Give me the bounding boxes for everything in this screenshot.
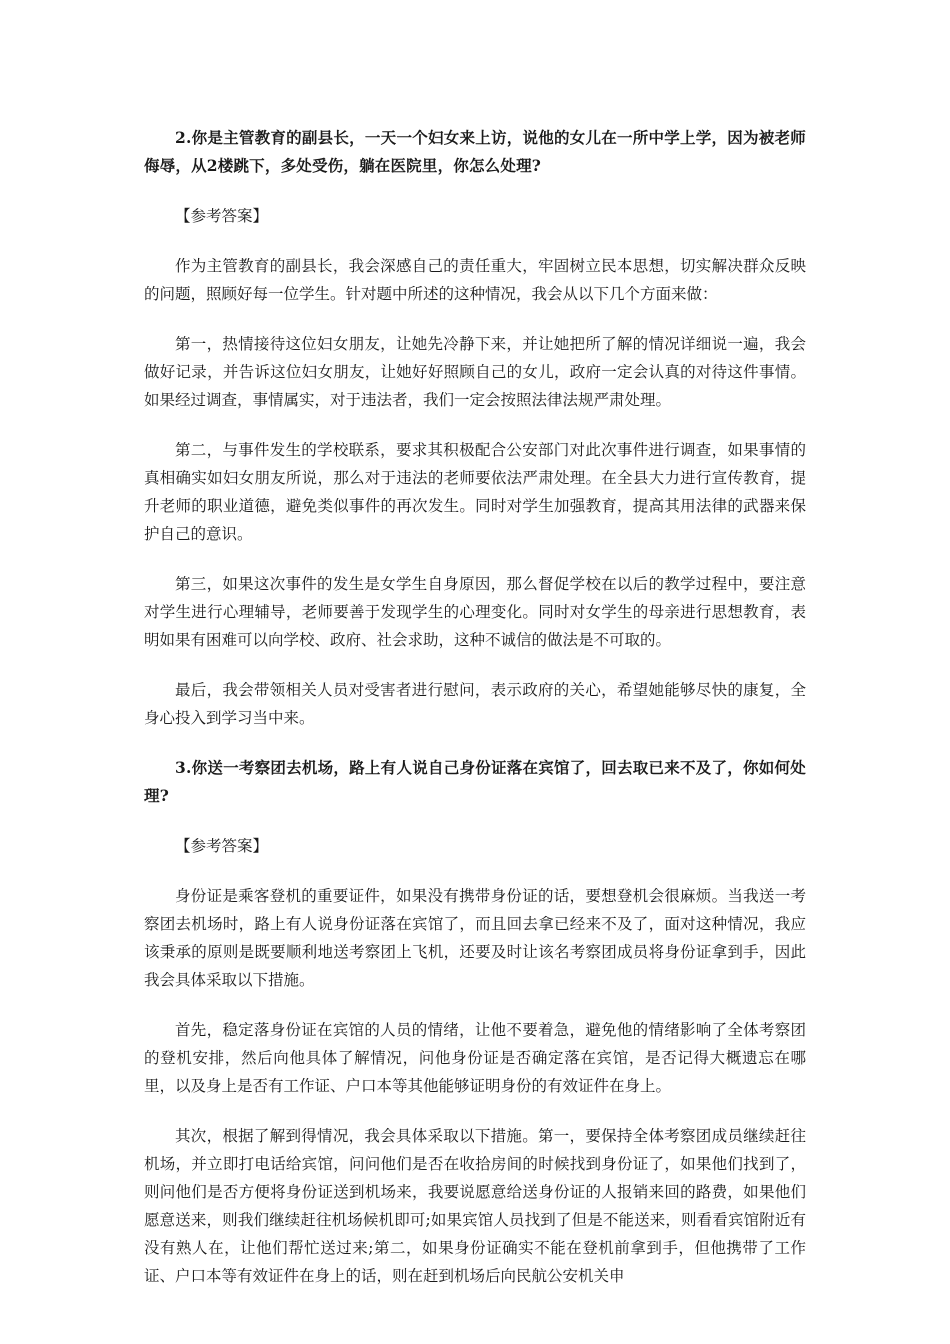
q2-paragraph-third: 第三，如果这次事件的发生是女学生自身原因，那么督促学校在以后的教学过程中，要注意对学生进行心理辅导，老师要善于发现学生的心理变化。同时对女学生的母亲进行思想教育，表明如果有困难可以向学校、政府、社会求助，这种不诚信的做法是不可取的。 <box>144 575 806 649</box>
q3-paragraph-intro: 身份证是乘客登机的重要证件，如果没有携带身份证的话，要想登机会很麻烦。当我送一考察团去机场时，路上有人说身份证落在宾馆了，而且回去拿已经来不及了，面对这种情况，我应该秉承的原则是既要顺利地送考察团上飞机，还要及时让该名考察团成员将身份证拿到手，因此我会具体采取以下措施。 <box>144 887 806 989</box>
question-2-heading: 2.你是主管教育的副县长，一天一个妇女来上访，说他的女儿在一所中学上学，因为被老师侮辱，从2楼跳下，多处受伤，躺在医院里，你怎么处理? <box>144 128 806 175</box>
q2-paragraph-first: 第一，热情接待这位妇女朋友，让她先冷静下来，并让她把所了解的情况详细说一遍，我会做好记录，并告诉这位妇女朋友，让她好好照顾自己的女儿，政府一定会认真的对待这件事情。如果经过调查，事情属实，对于违法者，我们一定会按照法律法规严肃处理。 <box>144 335 806 409</box>
q2-paragraph-intro: 作为主管教育的副县长，我会深感自己的责任重大，牢固树立民本思想，切实解决群众反映的问题，照顾好每一位学生。针对题中所述的这种情况，我会从以下几个方面来做： <box>144 257 806 303</box>
document-body <box>144 124 806 1290</box>
q2-paragraph-second: 第二，与事件发生的学校联系，要求其积极配合公安部门对此次事件进行调查，如果事情的真相确实如妇女朋友所说，那么对于违法的老师要依法严肃处理。在全县大力进行宣传教育，提升老师的职业道德，避免类似事件的再次发生。同时对学生加强教育，提高其用法律的武器来保护自己的意识。 <box>144 441 806 543</box>
answer-label-q3: 【参考答案】 <box>175 837 269 855</box>
question-3-heading: 3.你送一考察团去机场，路上有人说自己身份证落在宾馆了，回去取已来不及了，你如何处理? <box>144 758 806 805</box>
q2-paragraph-last: 最后，我会带领相关人员对受害者进行慰问，表示政府的关心，希望她能够尽快的康复，全身心投入到学习当中来。 <box>144 681 806 727</box>
q3-paragraph-first: 首先，稳定落身份证在宾馆的人员的情绪，让他不要着急，避免他的情绪影响了全体考察团的登机安排，然后向他具体了解情况，问他身份证是否确定落在宾馆，是否记得大概遗忘在哪里，以及身上是否有工作证、户口本等其他能够证明身份的有效证件在身上。 <box>144 1021 806 1095</box>
q3-paragraph-second: 其次，根据了解到得情况，我会具体采取以下措施。第一，要保持全体考察团成员继续赶往机场，并立即打电话给宾馆，问问他们是否在收拾房间的时候找到身份证了，如果他们找到了，则问他们是否方便将身份证送到机场来，我要说愿意给送身份证的人报销来回的路费，如果他们愿意送来，则我们继续赶往机场候机即可;如果宾馆人员找到了但是不能送来，则看看宾馆附近有没有熟人在，让他们帮忙送过来;第二，如果身份证确实不能在登机前拿到手，但他携带了工作证、户口本等有效证件在身上的话，则在赶到机场后向民航公安机关申 <box>144 1127 806 1285</box>
answer-label-q2: 【参考答案】 <box>175 207 269 225</box>
